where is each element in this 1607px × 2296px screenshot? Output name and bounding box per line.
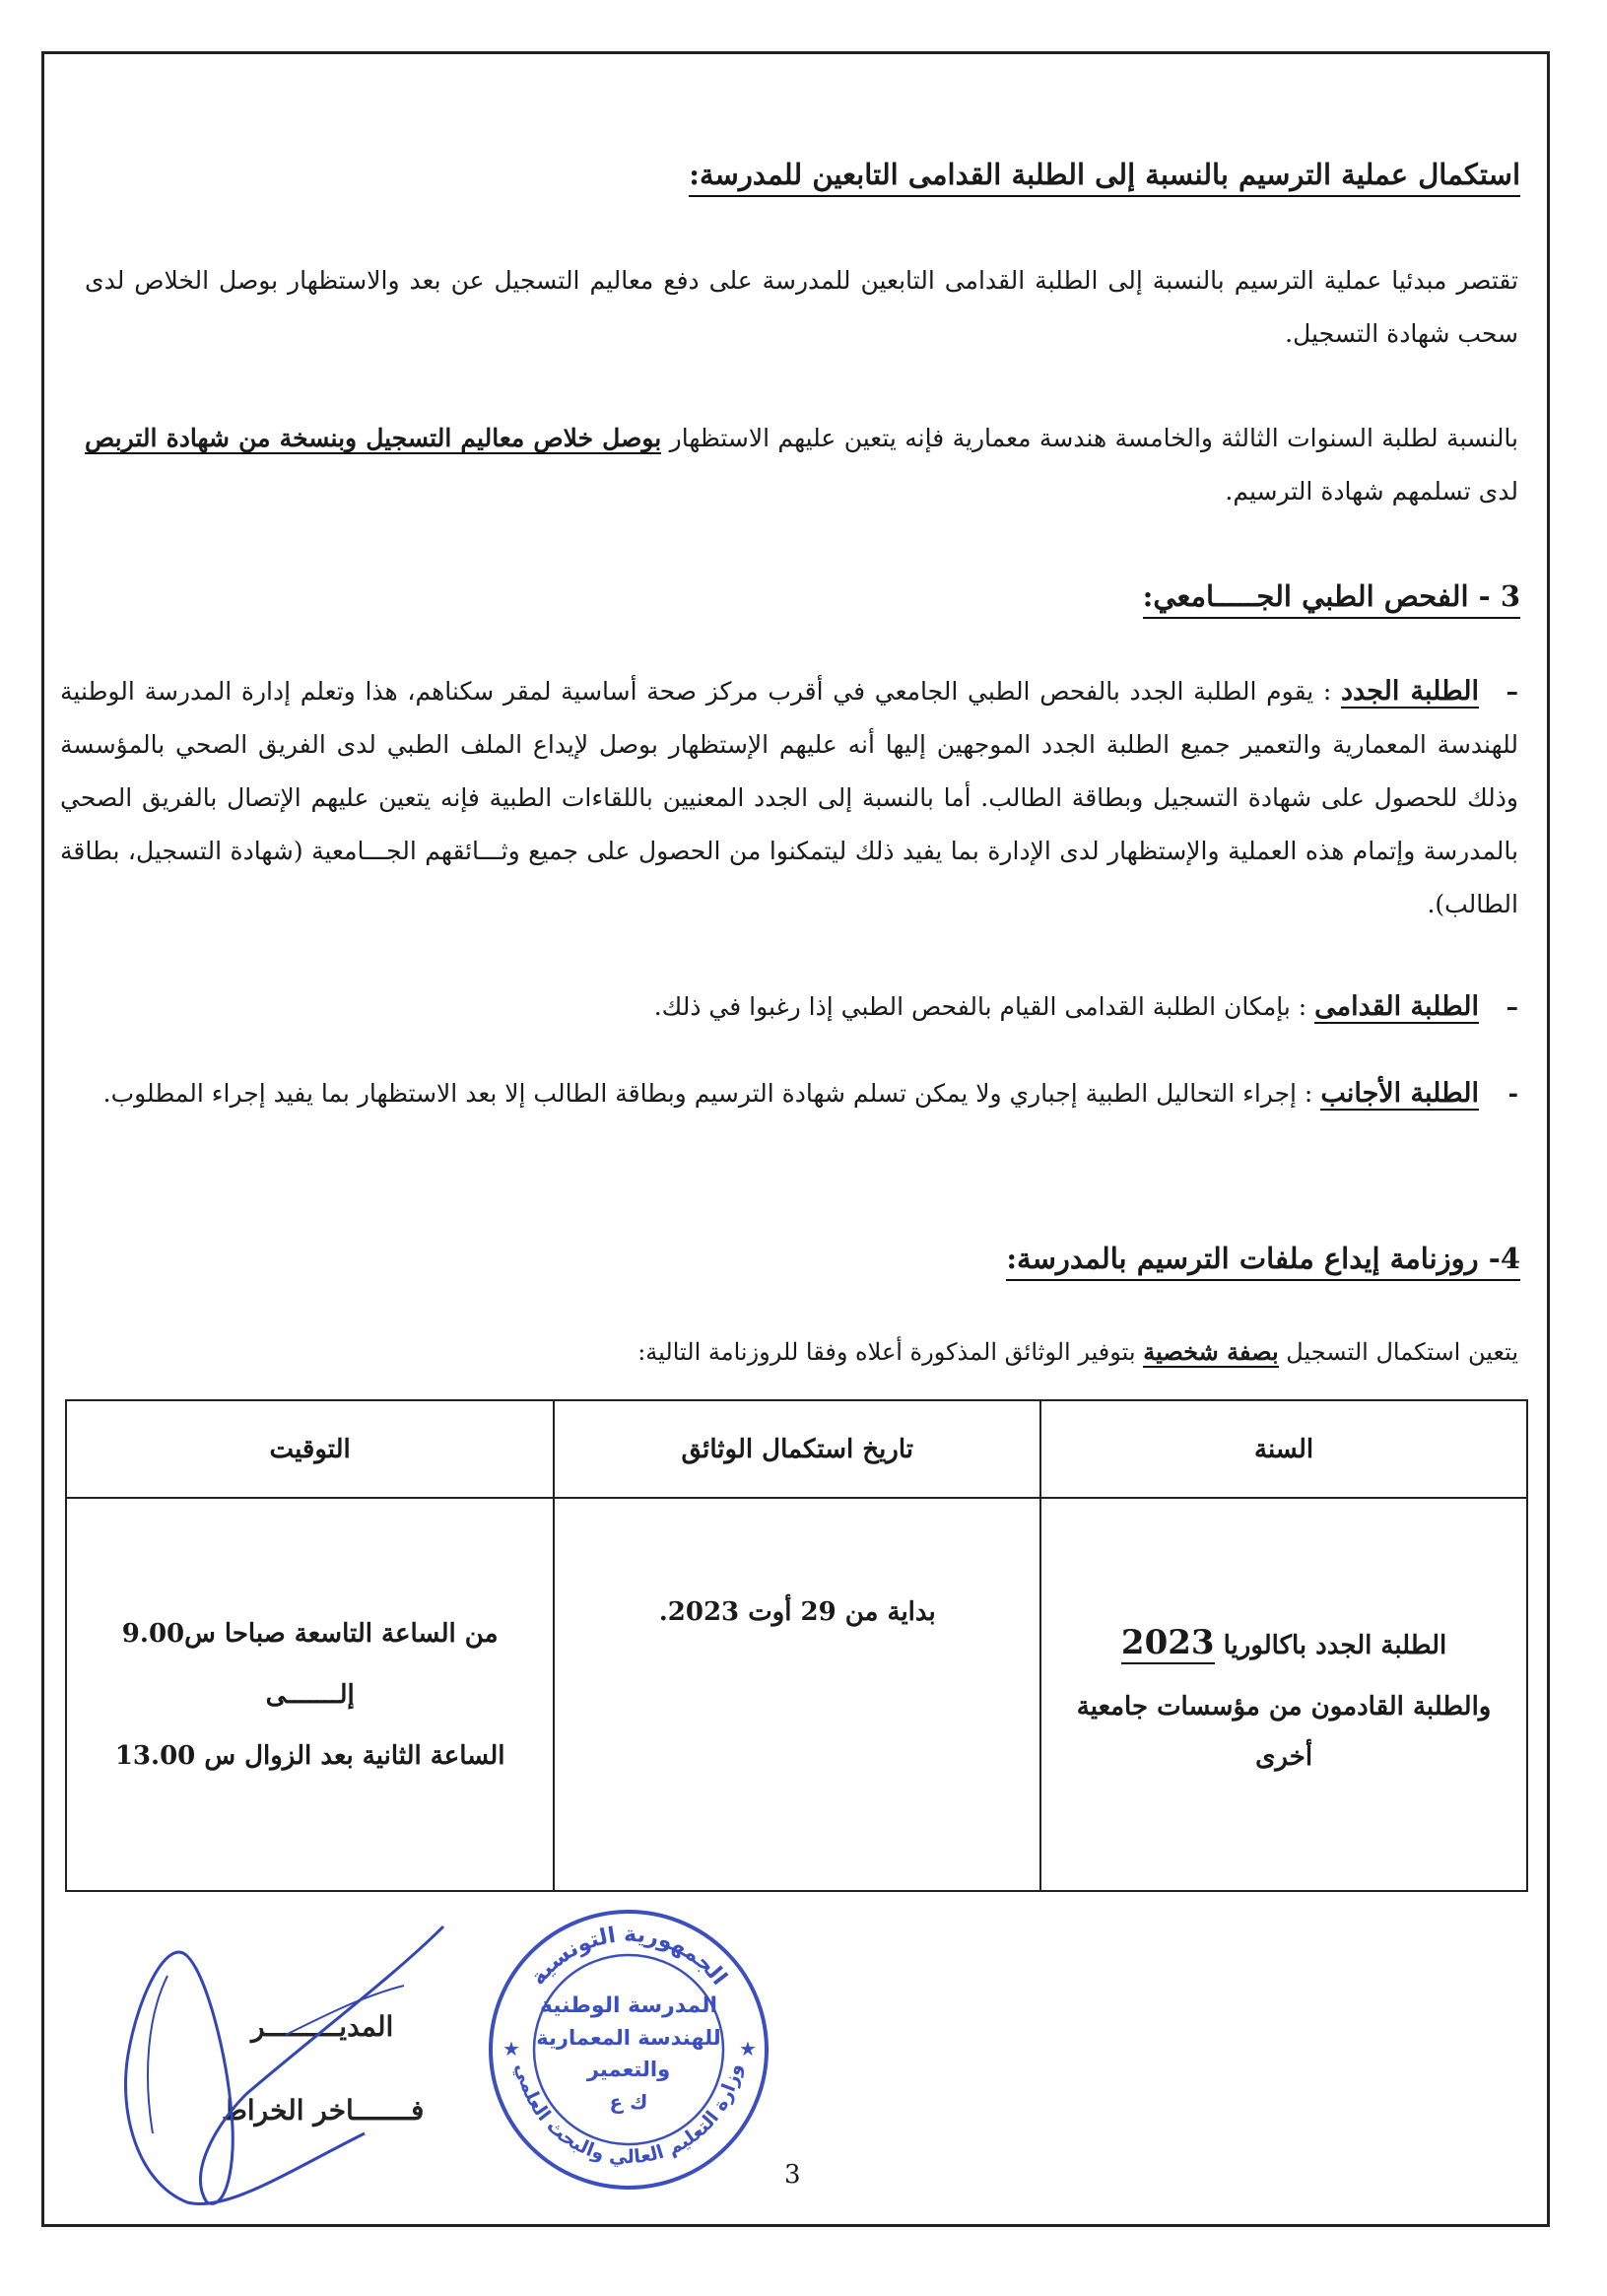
heading-text: 3 - الفحص الطبي الجـــــامعي: (1143, 579, 1520, 619)
item-text: : يقوم الطلبة الجدد بالفحص الطبي الجامعي في أقرب مركز صحة أساسية لمقر سكناهم، هذا وتعلم إدارة المدرسة الوطنية للهندسة المعمارية والتعمير جميع الطلبة الجدد الموجهين إليها أنه عليهم الإستظهار بوصل لإيداع الملف الطبي لدى الفريق الصحي بالمؤسسة وذلك للحصول على شهادة التسجيل وبطاقة الطالب. أما بالنسبة إلى الجدد المعنيين باللقاءات الطبية فإنه يتعين عليهم الإتصال بالفريق الصحي بالمدرسة وإتمام هذه العملية والإستظهار لدى الإدارة بما يفيد ذلك ليتمكنوا من الحصول على جميع وثـــائقهم الجـــامعية (شهادة التسجيل، بطاقة الطالب). (60, 677, 1518, 918)
year-number: 2023 (1120, 1623, 1215, 1662)
para-text-bold: بوصل خلاص معاليم التسجيل وبنسخة من شهادة التربص (85, 424, 662, 452)
medical-item-old-students (60, 980, 1518, 1034)
intro-end: بتوفير الوثائق المذكورة أعلاه وفقا للروزنامة التالية: (637, 1338, 1136, 1366)
para-text-end: لدى تسلمهم شهادة الترسيم. (1225, 477, 1518, 506)
stamp-star-right: ★ (739, 2037, 757, 2060)
column-header-time: التوقيت (66, 1400, 554, 1498)
table-row (66, 1498, 1527, 1891)
medical-item-new-students (60, 665, 1518, 931)
stamp-star-left: ★ (502, 2037, 520, 2060)
column-header-date: تاريخ استكمال الوثائق (554, 1400, 1040, 1498)
stamp-inner-line-4: ك ع (609, 2090, 648, 2114)
stamp-inner-line-1: المدرسة الوطنية (539, 1993, 718, 2018)
director-name: فـــــــاخر الخراط (222, 2094, 425, 2127)
time-line-1: من الساعة التاسعة صباحا س9.00 (121, 1618, 499, 1649)
stamp-outer-top-text: الجمهورية التونسية (525, 1922, 732, 1991)
paragraph-old-students: تقتصر مبدئيا عملية الترسيم بالنسبة إلى الطلبة القدامى التابعين للمدرسة على دفع معاليم التسجيل عن بعد والاستظهار بوصل الخلاص لدى سحب شهادة التسجيل. (85, 266, 1518, 348)
para-text-start: بالنسبة لطلبة السنوات الثالثة والخامسة هندسة معمارية فإنه يتعين عليهم الاستظهار (669, 424, 1519, 452)
stamp-inner-line-2: للهندسة المعمارية (536, 2026, 721, 2050)
dash-marker: – (1506, 992, 1518, 1021)
item-text: : إجراء التحاليل الطبية إجباري ولا يمكن تسلم شهادة الترسيم وبطاقة الطالب إلا بعد الاستظهار بما يفيد إجراء المطلوب. (102, 1079, 1313, 1108)
cell-date: بداية من 29 أوت 2023. (554, 1498, 1040, 1891)
page-border (41, 51, 1550, 2227)
year-line-2: والطلبة القادمون من مؤسسات جامعية (1076, 1692, 1492, 1722)
year-line-3: أخرى (1255, 1742, 1313, 1772)
table-header-row (66, 1400, 1527, 1498)
year-line-1 (1042, 1612, 1525, 1676)
calendar-intro (85, 1325, 1518, 1379)
stamp-inner-line-3: والتعمير (586, 2058, 671, 2081)
medical-item-foreign-students (60, 1067, 1518, 1120)
year-text: الطلبة الجدد باكالوريا (1223, 1631, 1447, 1660)
section-heading-calendar (1006, 1242, 1520, 1275)
item-term: الطلبة الأجانب (1320, 1078, 1479, 1109)
cell-time (66, 1498, 554, 1891)
dash-marker: - (1507, 1079, 1518, 1108)
column-header-year: السنة (1040, 1400, 1527, 1498)
item-term: الطلبة الجدد (1341, 676, 1479, 707)
time-line-2: إلـــــــى (265, 1679, 355, 1710)
item-text: : بإمكان الطلبة القدامى القيام بالفحص الطبي إذا رغبوا في ذلك. (653, 992, 1307, 1021)
calendar-table (65, 1399, 1528, 1892)
handwritten-signature (69, 1917, 483, 2222)
director-title: المديـــــــــر (251, 2010, 394, 2043)
intro-bold: بصفة شخصية (1143, 1337, 1279, 1366)
item-term: الطلبة القدامى (1314, 991, 1479, 1022)
stamp-outer-bottom-text: وزارة التعليم العالي والبحث العلمي (510, 2060, 746, 2169)
paragraph-architecture-years (85, 412, 1518, 518)
official-stamp (481, 1902, 776, 2197)
cell-year (1040, 1498, 1527, 1891)
intro-start: يتعين استكمال التسجيل (1286, 1338, 1518, 1366)
heading-text: استكمال عملية الترسيم بالنسبة إلى الطلبة القدامى التابعين للمدرسة: (689, 158, 1520, 197)
section-heading-medical (1143, 579, 1520, 613)
section-heading-old-students (689, 158, 1520, 191)
time-line-3: الساعة الثانية بعد الزوال س 13.00 (114, 1740, 505, 1771)
dash-marker: – (1506, 677, 1518, 706)
page-number: 3 (784, 2160, 801, 2190)
heading-text: 4- روزنامة إيداع ملفات الترسيم بالمدرسة: (1006, 1242, 1520, 1281)
